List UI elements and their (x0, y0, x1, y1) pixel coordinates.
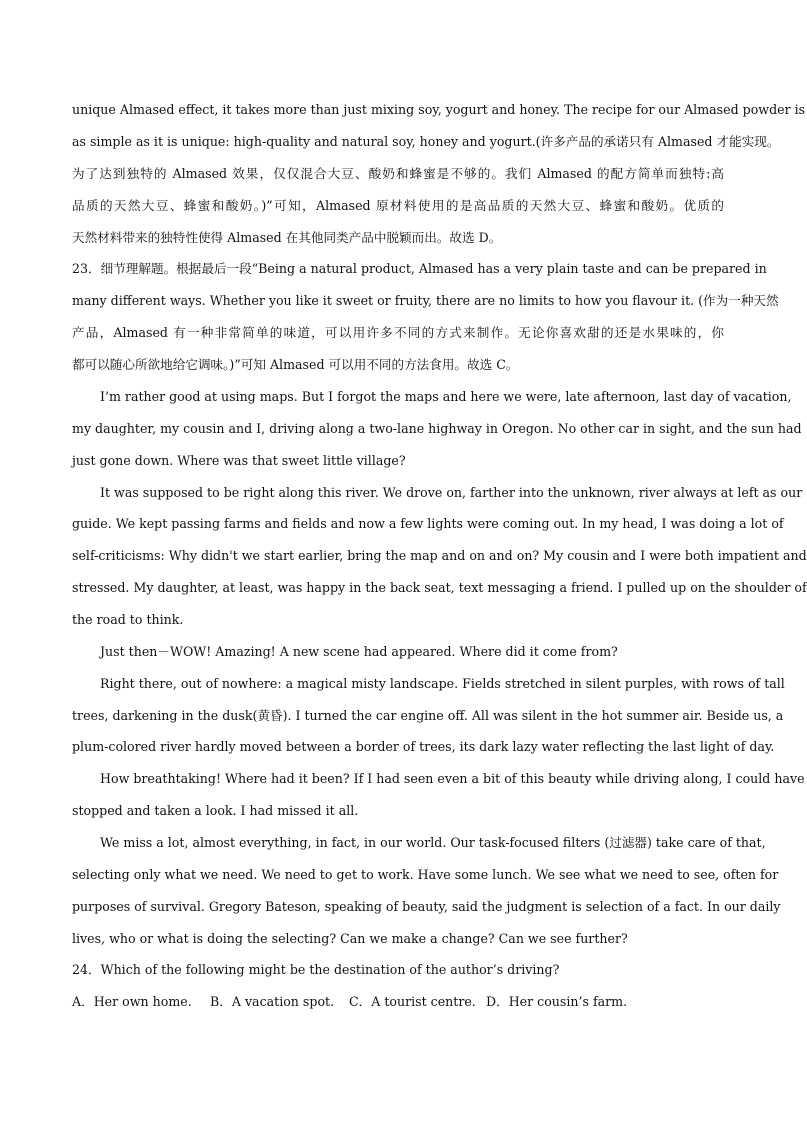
text-line: stopped and taken a look. I had missed it all. (72, 803, 359, 818)
text-line: 为了达到独特的 Almased 效果，仅仅混合大豆、酸奶和蜂蜜是不够的。我们 Almased 的配方简单而独特:高 (72, 166, 724, 181)
text-line: self-criticisms: Why didn't we start earlier, bring the map and on and on? My cousin and I were both impatient and (72, 548, 807, 563)
text-line: just gone down. Where was that sweet little village? (72, 453, 406, 468)
text-line: many different ways. Whether you like it sweet or fruity, there are no limits to how you flavour it. (作为一种天然 (72, 293, 779, 308)
text-line: stressed. My daughter, at least, was happy in the back seat, text messaging a friend. I pulled up on the shoulder of (72, 580, 807, 595)
question-stem: 24．Which of the following might be the destination of the author’s driving? (72, 962, 560, 977)
text-line: 都可以随心所欲地给它调味。)”可知 Almased 可以用不同的方法食用。故选 C。 (72, 357, 519, 372)
text-line: Just then－WOW! Amazing! A new scene had appeared. Where did it come from? (100, 644, 618, 659)
option-c[interactable]: C．A tourist centre. (349, 994, 476, 1009)
text-line: We miss a lot, almost everything, in fact, in our world. Our task-focused filters (过滤器) take care of that, (100, 835, 766, 850)
text-line: 品质的天然大豆、蜂蜜和酸奶。)”可知，Almased 原材料使用的是高品质的天然大豆、蜂蜜和酸奶。优质的 (72, 198, 724, 213)
text-line: the road to think. (72, 612, 184, 627)
text-line: lives, who or what is doing the selecting? Can we make a change? Can we see further? (72, 931, 628, 946)
option-b[interactable]: B．A vacation spot. (210, 994, 335, 1009)
answer-options (72, 992, 724, 1012)
text-line: trees, darkening in the dusk(黄昏). I turned the car engine off. All was silent in the hot summer air. Beside us, a (72, 708, 784, 723)
text-line: as simple as it is unique: high-quality and natural soy, honey and yogurt.(许多产品的承诺只有 Almased 才能实现。 (72, 134, 780, 149)
text-line: unique Almased effect, it takes more than just mixing soy, yogurt and honey. The recipe for our Almased powder is (72, 102, 806, 117)
option-d[interactable]: D．Her cousin’s farm. (486, 994, 628, 1009)
text-line: 23．细节理解题。根据最后一段“Being a natural product, Almased has a very plain taste and can be prepared in (72, 261, 767, 276)
text-line: 产品，Almased 有一种非常简单的味道，可以用许多不同的方式来制作。无论你喜欢甜的还是水果味的，你 (72, 325, 724, 340)
text-line: Right there, out of nowhere: a magical misty landscape. Fields stretched in silent purples, with rows of tall (100, 676, 785, 691)
text-line: guide. We kept passing farms and fields and now a few lights were coming out. In my head, I was doing a lot of (72, 516, 784, 531)
text-line: 天然材料带来的独特性使得 Almased 在其他同类产品中脱颖而出。故选 D。 (72, 230, 502, 245)
text-line: It was supposed to be right along this river. We drove on, farther into the unknown, river always at left as our (100, 485, 803, 500)
text-line: purposes of survival. Gregory Bateson, speaking of beauty, said the judgment is selection of a fact. In our daily (72, 899, 781, 914)
text-line: How breathtaking! Where had it been? If I had seen even a bit of this beauty while driving along, I could have (100, 771, 805, 786)
text-line: I’m rather good at using maps. But I forgot the maps and here we were, late afternoon, last day of vacation, (100, 389, 792, 404)
text-line: selecting only what we need. We need to get to work. Have some lunch. We see what we need to see, often for (72, 867, 779, 882)
text-line: plum-colored river hardly moved between a border of trees, its dark lazy water reflecting the last light of day. (72, 739, 775, 754)
option-a[interactable]: A．Her own home. (72, 994, 192, 1009)
text-line: my daughter, my cousin and I, driving along a two-lane highway in Oregon. No other car in sight, and the sun had (72, 421, 802, 436)
